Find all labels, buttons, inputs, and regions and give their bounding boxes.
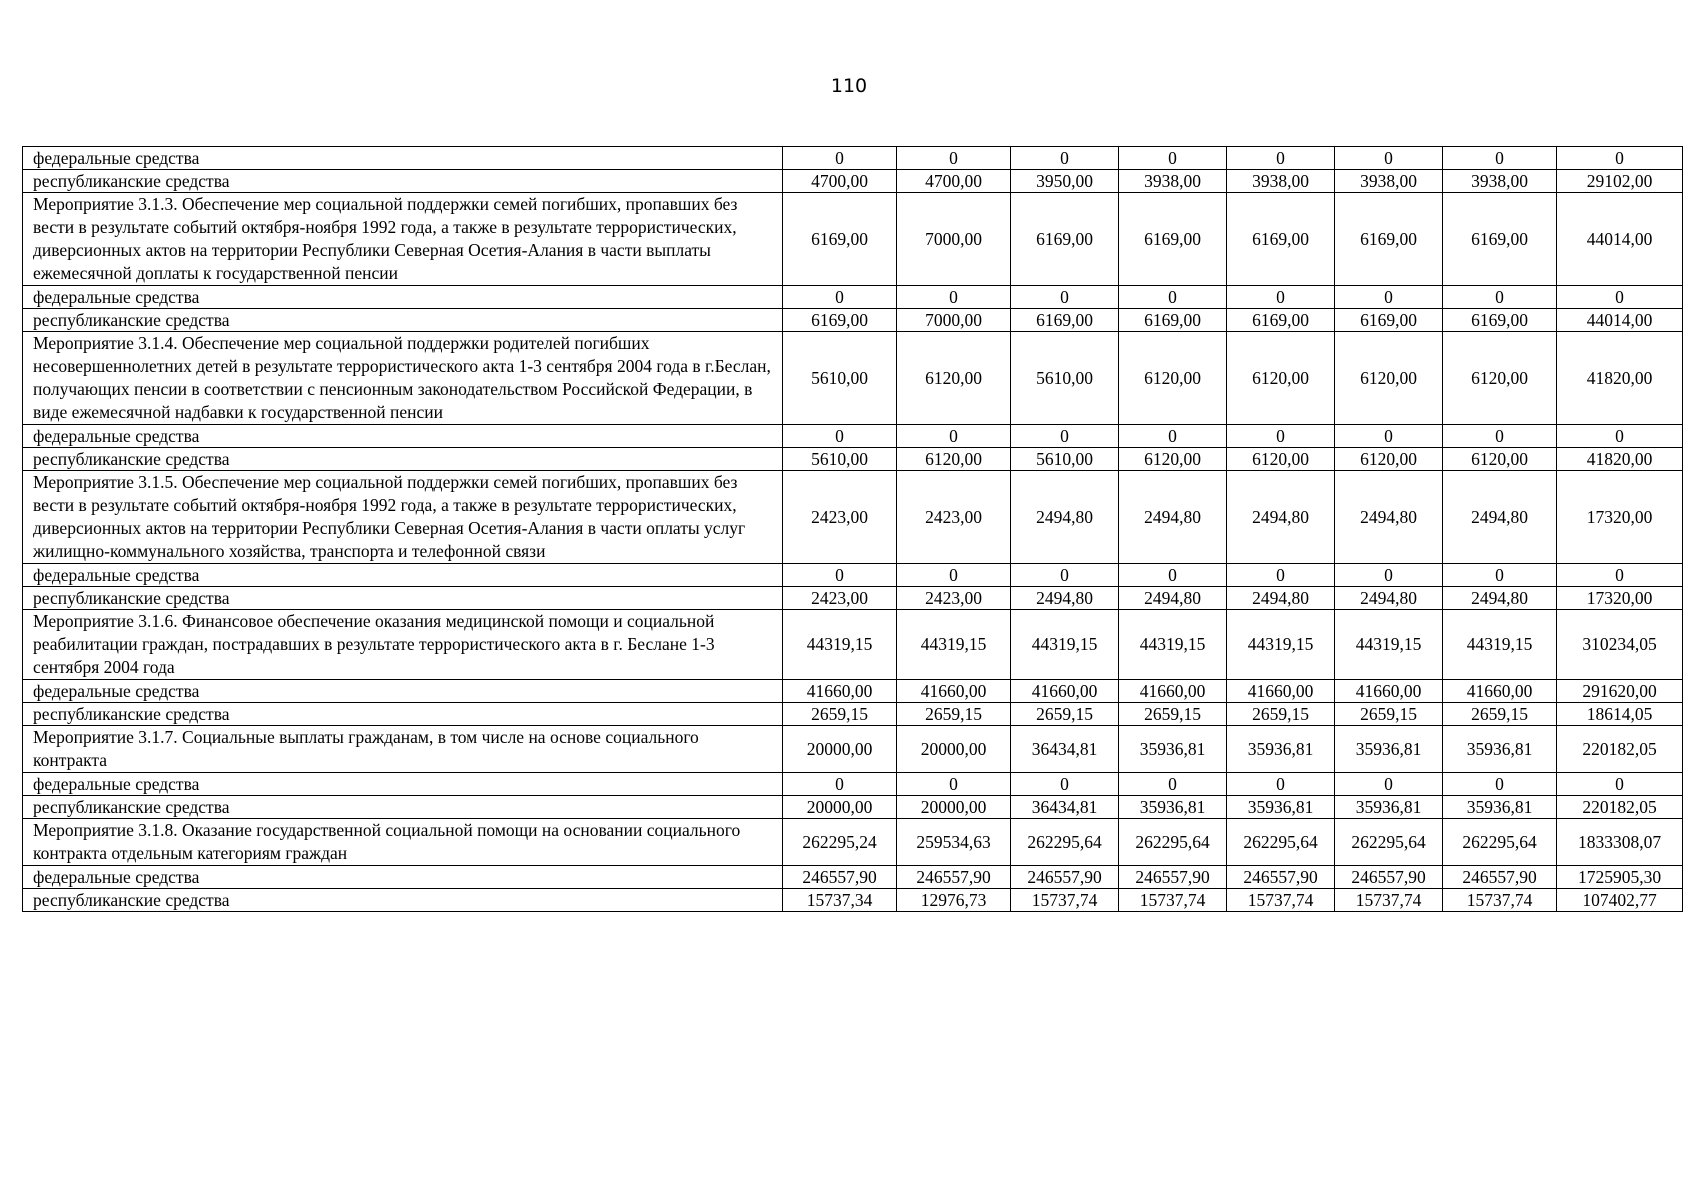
total-cell: 1725905,30 [1557, 866, 1683, 889]
value-cell: 6120,00 [1443, 448, 1557, 471]
value-cell: 3938,00 [1335, 170, 1443, 193]
value-cell: 15737,74 [1011, 889, 1119, 912]
funding-source-label: республиканские средства [23, 448, 783, 471]
funding-source-label: республиканские средства [23, 703, 783, 726]
measure-name: Мероприятие 3.1.6. Финансовое обеспечение оказания медицинской помощи и социальной реабилитации граждан, пострадавших в результате террористического акта в г. Беслане 1-3 сентября 2004 года [23, 610, 783, 680]
value-cell: 0 [1119, 286, 1227, 309]
measure-name: Мероприятие 3.1.8. Оказание государственной социальной помощи на основании социального контракта отдельным категориям граждан [23, 819, 783, 866]
value-cell: 2494,80 [1011, 471, 1119, 564]
value-cell: 0 [1443, 773, 1557, 796]
value-cell: 35936,81 [1227, 796, 1335, 819]
value-cell: 41660,00 [1011, 680, 1119, 703]
value-cell: 262295,64 [1011, 819, 1119, 866]
value-cell: 262295,64 [1335, 819, 1443, 866]
measure-name: Мероприятие 3.1.4. Обеспечение мер социальной поддержки родителей погибших несовершеннолетних детей в результате террористического акта 1-3 сентября 2004 года в г.Беслан, получающих пенсии в соответствии с пенсионным законодательством Российской Федерации, в виде ежемесячной надбавки к государственной пенсии [23, 332, 783, 425]
funding-source-row [23, 796, 1683, 819]
value-cell: 0 [1011, 564, 1119, 587]
value-cell: 0 [1335, 147, 1443, 170]
value-cell: 6169,00 [783, 193, 897, 286]
value-cell: 6120,00 [1443, 332, 1557, 425]
value-cell: 44319,15 [783, 610, 897, 680]
value-cell: 262295,64 [1227, 819, 1335, 866]
value-cell: 35936,81 [1119, 726, 1227, 773]
value-cell: 2494,80 [1443, 587, 1557, 610]
total-cell: 0 [1557, 425, 1683, 448]
value-cell: 0 [1011, 286, 1119, 309]
value-cell: 35936,81 [1443, 726, 1557, 773]
value-cell: 0 [1335, 773, 1443, 796]
value-cell: 35936,81 [1119, 796, 1227, 819]
funding-source-label: федеральные средства [23, 147, 783, 170]
value-cell: 0 [783, 773, 897, 796]
funding-source-label: федеральные средства [23, 425, 783, 448]
value-cell: 0 [897, 286, 1011, 309]
value-cell: 0 [1227, 773, 1335, 796]
value-cell: 6169,00 [1119, 193, 1227, 286]
total-cell: 0 [1557, 564, 1683, 587]
table-body [23, 147, 1683, 912]
total-cell: 1833308,07 [1557, 819, 1683, 866]
value-cell: 6169,00 [1335, 193, 1443, 286]
value-cell: 0 [897, 147, 1011, 170]
funding-source-label: республиканские средства [23, 889, 783, 912]
value-cell: 44319,15 [1227, 610, 1335, 680]
total-cell: 41820,00 [1557, 332, 1683, 425]
value-cell: 5610,00 [783, 332, 897, 425]
value-cell: 2494,80 [1335, 587, 1443, 610]
value-cell: 0 [897, 564, 1011, 587]
value-cell: 2423,00 [897, 471, 1011, 564]
value-cell: 2659,15 [1011, 703, 1119, 726]
value-cell: 262295,24 [783, 819, 897, 866]
value-cell: 35936,81 [1443, 796, 1557, 819]
value-cell: 246557,90 [783, 866, 897, 889]
value-cell: 6120,00 [897, 332, 1011, 425]
value-cell: 15737,74 [1119, 889, 1227, 912]
value-cell: 6120,00 [1227, 448, 1335, 471]
value-cell: 35936,81 [1335, 796, 1443, 819]
funding-source-label: федеральные средства [23, 866, 783, 889]
value-cell: 246557,90 [1227, 866, 1335, 889]
value-cell: 44319,15 [897, 610, 1011, 680]
funding-source-row [23, 703, 1683, 726]
value-cell: 2494,80 [1119, 471, 1227, 564]
value-cell: 2494,80 [1335, 471, 1443, 564]
measure-row [23, 610, 1683, 680]
value-cell: 6120,00 [1119, 332, 1227, 425]
total-cell: 0 [1557, 147, 1683, 170]
value-cell: 6169,00 [1011, 193, 1119, 286]
value-cell: 20000,00 [897, 796, 1011, 819]
value-cell: 0 [1335, 286, 1443, 309]
funding-source-row [23, 889, 1683, 912]
value-cell: 12976,73 [897, 889, 1011, 912]
value-cell: 0 [1443, 286, 1557, 309]
value-cell: 2423,00 [783, 471, 897, 564]
value-cell: 5610,00 [1011, 448, 1119, 471]
value-cell: 246557,90 [1011, 866, 1119, 889]
value-cell: 0 [897, 773, 1011, 796]
funding-source-label: федеральные средства [23, 286, 783, 309]
value-cell: 2494,80 [1011, 587, 1119, 610]
value-cell: 0 [1227, 147, 1335, 170]
total-cell: 18614,05 [1557, 703, 1683, 726]
total-cell: 310234,05 [1557, 610, 1683, 680]
value-cell: 2659,15 [783, 703, 897, 726]
value-cell: 2494,80 [1227, 471, 1335, 564]
total-cell: 291620,00 [1557, 680, 1683, 703]
funding-source-row [23, 866, 1683, 889]
value-cell: 2494,80 [1119, 587, 1227, 610]
funding-source-row [23, 564, 1683, 587]
value-cell: 3950,00 [1011, 170, 1119, 193]
value-cell: 6120,00 [1335, 332, 1443, 425]
measure-name: Мероприятие 3.1.7. Социальные выплаты гражданам, в том числе на основе социального контракта [23, 726, 783, 773]
value-cell: 6169,00 [1227, 193, 1335, 286]
value-cell: 0 [1335, 425, 1443, 448]
page-number: 110 [830, 75, 868, 97]
value-cell: 0 [1443, 147, 1557, 170]
value-cell: 0 [1227, 286, 1335, 309]
total-cell: 41820,00 [1557, 448, 1683, 471]
value-cell: 0 [783, 147, 897, 170]
value-cell: 41660,00 [1443, 680, 1557, 703]
total-cell: 220182,05 [1557, 796, 1683, 819]
funding-source-row [23, 587, 1683, 610]
measure-name: Мероприятие 3.1.5. Обеспечение мер социальной поддержки семей погибших, пропавших без вести в результате событий октября-ноября 1992 года, а также в результате террористических, диверсионных актов на территории Республики Северная Осетия-Алания в части оплаты услуг жилищно-коммунального хозяйства, транспорта и телефонной связи [23, 471, 783, 564]
value-cell: 2659,15 [1227, 703, 1335, 726]
value-cell: 0 [1011, 773, 1119, 796]
value-cell: 4700,00 [897, 170, 1011, 193]
total-cell: 29102,00 [1557, 170, 1683, 193]
value-cell: 246557,90 [1335, 866, 1443, 889]
value-cell: 0 [1119, 773, 1227, 796]
value-cell: 41660,00 [897, 680, 1011, 703]
measure-row [23, 471, 1683, 564]
value-cell: 6169,00 [1335, 309, 1443, 332]
value-cell: 20000,00 [897, 726, 1011, 773]
value-cell: 41660,00 [1119, 680, 1227, 703]
value-cell: 0 [1119, 425, 1227, 448]
value-cell: 2659,15 [1443, 703, 1557, 726]
funding-source-row [23, 680, 1683, 703]
value-cell: 0 [1119, 147, 1227, 170]
value-cell: 2423,00 [783, 587, 897, 610]
funding-source-row [23, 773, 1683, 796]
value-cell: 0 [897, 425, 1011, 448]
measure-row [23, 332, 1683, 425]
value-cell: 259534,63 [897, 819, 1011, 866]
value-cell: 6169,00 [1443, 309, 1557, 332]
measure-row [23, 726, 1683, 773]
value-cell: 0 [1443, 564, 1557, 587]
value-cell: 4700,00 [783, 170, 897, 193]
value-cell: 3938,00 [1119, 170, 1227, 193]
funding-source-row [23, 448, 1683, 471]
value-cell: 6169,00 [783, 309, 897, 332]
funding-source-label: федеральные средства [23, 773, 783, 796]
value-cell: 7000,00 [897, 193, 1011, 286]
value-cell: 7000,00 [897, 309, 1011, 332]
value-cell: 15737,74 [1443, 889, 1557, 912]
value-cell: 41660,00 [1227, 680, 1335, 703]
value-cell: 6120,00 [897, 448, 1011, 471]
value-cell: 6169,00 [1119, 309, 1227, 332]
value-cell: 44319,15 [1119, 610, 1227, 680]
value-cell: 246557,90 [1443, 866, 1557, 889]
value-cell: 2659,15 [1335, 703, 1443, 726]
funding-source-label: республиканские средства [23, 309, 783, 332]
total-cell: 44014,00 [1557, 309, 1683, 332]
total-cell: 44014,00 [1557, 193, 1683, 286]
value-cell: 15737,74 [1335, 889, 1443, 912]
value-cell: 41660,00 [1335, 680, 1443, 703]
total-cell: 107402,77 [1557, 889, 1683, 912]
value-cell: 35936,81 [1227, 726, 1335, 773]
value-cell: 6120,00 [1335, 448, 1443, 471]
value-cell: 6120,00 [1119, 448, 1227, 471]
measure-row [23, 193, 1683, 286]
value-cell: 5610,00 [783, 448, 897, 471]
value-cell: 3938,00 [1227, 170, 1335, 193]
value-cell: 0 [1011, 425, 1119, 448]
funding-source-row [23, 147, 1683, 170]
value-cell: 15737,74 [1227, 889, 1335, 912]
funding-source-row [23, 309, 1683, 332]
total-cell: 220182,05 [1557, 726, 1683, 773]
budget-table [22, 146, 1683, 912]
value-cell: 2659,15 [1119, 703, 1227, 726]
value-cell: 6169,00 [1227, 309, 1335, 332]
funding-source-label: федеральные средства [23, 680, 783, 703]
value-cell: 2494,80 [1227, 587, 1335, 610]
value-cell: 15737,34 [783, 889, 897, 912]
value-cell: 6120,00 [1227, 332, 1335, 425]
value-cell: 0 [1227, 425, 1335, 448]
value-cell: 20000,00 [783, 726, 897, 773]
value-cell: 20000,00 [783, 796, 897, 819]
funding-source-row [23, 286, 1683, 309]
total-cell: 17320,00 [1557, 587, 1683, 610]
value-cell: 0 [783, 564, 897, 587]
value-cell: 6169,00 [1443, 193, 1557, 286]
value-cell: 2423,00 [897, 587, 1011, 610]
funding-source-label: республиканские средства [23, 170, 783, 193]
value-cell: 0 [1011, 147, 1119, 170]
value-cell: 2494,80 [1443, 471, 1557, 564]
value-cell: 262295,64 [1443, 819, 1557, 866]
value-cell: 44319,15 [1011, 610, 1119, 680]
measure-row [23, 819, 1683, 866]
funding-source-label: федеральные средства [23, 564, 783, 587]
value-cell: 246557,90 [1119, 866, 1227, 889]
value-cell: 246557,90 [897, 866, 1011, 889]
value-cell: 0 [1443, 425, 1557, 448]
value-cell: 0 [1335, 564, 1443, 587]
value-cell: 36434,81 [1011, 726, 1119, 773]
measure-name: Мероприятие 3.1.3. Обеспечение мер социальной поддержки семей погибших, пропавших без вести в результате событий октября-ноября 1992 года, а также в результате террористических, диверсионных актов на территории Республики Северная Осетия-Алания в части выплаты ежемесячной доплаты к государственной пенсии [23, 193, 783, 286]
total-cell: 17320,00 [1557, 471, 1683, 564]
value-cell: 44319,15 [1443, 610, 1557, 680]
value-cell: 0 [783, 425, 897, 448]
value-cell: 36434,81 [1011, 796, 1119, 819]
value-cell: 44319,15 [1335, 610, 1443, 680]
value-cell: 0 [1227, 564, 1335, 587]
total-cell: 0 [1557, 286, 1683, 309]
total-cell: 0 [1557, 773, 1683, 796]
value-cell: 0 [783, 286, 897, 309]
funding-source-label: республиканские средства [23, 796, 783, 819]
value-cell: 5610,00 [1011, 332, 1119, 425]
value-cell: 3938,00 [1443, 170, 1557, 193]
value-cell: 6169,00 [1011, 309, 1119, 332]
value-cell: 41660,00 [783, 680, 897, 703]
value-cell: 2659,15 [897, 703, 1011, 726]
value-cell: 35936,81 [1335, 726, 1443, 773]
funding-source-label: республиканские средства [23, 587, 783, 610]
value-cell: 0 [1119, 564, 1227, 587]
value-cell: 262295,64 [1119, 819, 1227, 866]
funding-source-row [23, 170, 1683, 193]
funding-source-row [23, 425, 1683, 448]
